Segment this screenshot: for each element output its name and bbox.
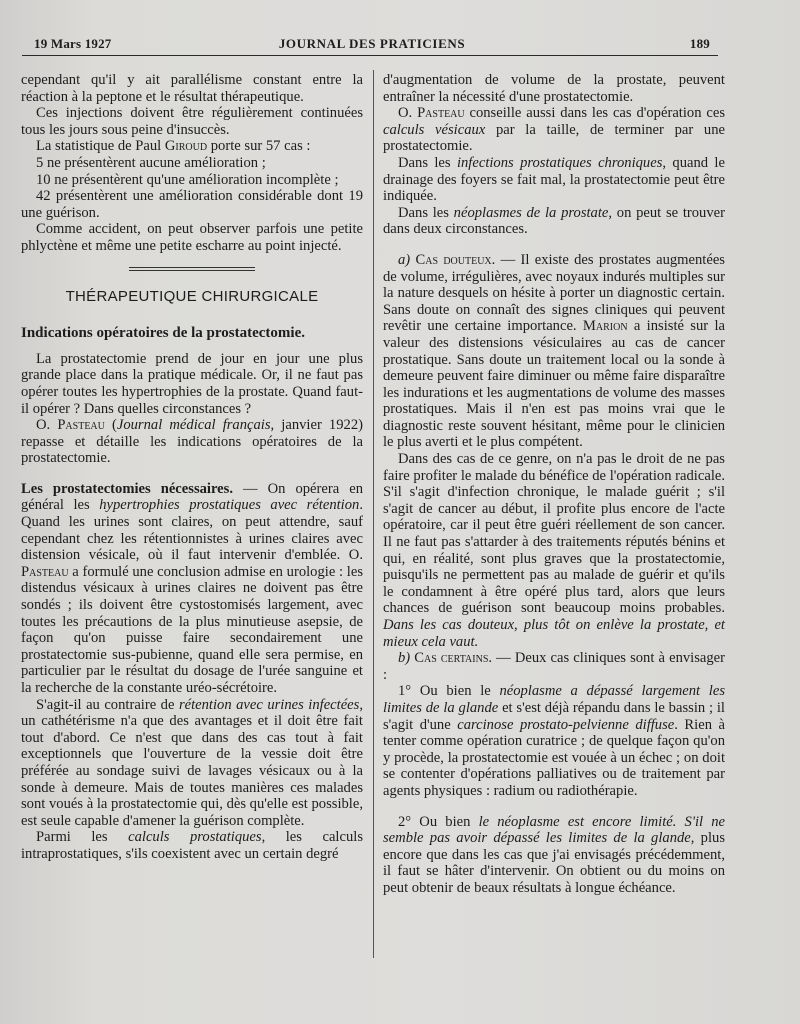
paragraph: 1° Ou bien le néoplasme a dépassé largement les limites de la glande et s'est déjà répandu dans le bassin ; il s'agit d'une carcinose prostato-pelvienne diffuse. Rien à tenter comme opération curatrice ; de quelque façon qu'on y procède, la prostatectomie est vouée à un échec ; on doit se contenter d'opérations palliatives ou de traitement par agents physiques : radium ou radiothérapie.: [383, 683, 725, 799]
paragraph-heading: Les prostatectomies nécessaires.: [21, 480, 233, 497]
paragraph: 2° Ou bien le néoplasme est encore limité. S'il ne semble pas avoir dépassé les limites de la glande, plus encore que dans les cas que j'ai envisagés précédemment, il faut se hâter d'intervenir. On obtient ou du moins on peut obtenir de beaux résultats à longue échéance.: [383, 813, 726, 896]
paragraph: O. Pasteau (Journal médical français, janvier 1922) repasse et détaille les indications opératoires de la prostatectomie.: [21, 417, 363, 467]
author-name: Pasteau: [21, 563, 69, 580]
right-column: [383, 72, 725, 897]
subheading: Indications opératoires de la prostatectomie.: [21, 325, 305, 342]
paragraph: Ces injections doivent être régulièrement continuées tous les jours sous peine d'insuccès.: [21, 105, 363, 138]
paragraph: Parmi les calculs prostatiques, les calculs intraprostatiques, s'ils coexistent avec un certain degré: [21, 829, 363, 862]
paragraph: O. Pasteau conseille aussi dans les cas d'opération ces calculs vésicaux par la taille, de terminer par une prostatectomie.: [383, 105, 725, 155]
paragraph: a) Cas douteux. — Il existe des prostates augmentées de volume, irrégulières, avec noyaux indurés multiples sur la nature desquels on hésite à porter un diagnostic certain. Sans doute on connaît des signes cliniques qui peuvent revêtir une certaine importance. Marion a insisté sur la valeur des distensions vésiculaires au cas de cancer prostatique. Sans doute un traitement local ou la sonde à demeure peuvent faire diminuer ou même faire disparaître les indurations et les augmentations de volume des masses prostatiques. Mais il n'en est pas moins vrai que le diagnostic reste souvent hésitant, même pour le clinicien le plus averti et le plus compétent.: [383, 251, 725, 451]
list-item: 5 ne présentèrent aucune amélioration ;: [36, 154, 266, 171]
header-rule: [22, 55, 718, 56]
paragraph: La statistique de Paul Giroud porte sur 57 cas :: [36, 138, 311, 155]
left-column: [21, 72, 363, 863]
author-name: Marion: [582, 318, 628, 335]
page-number: 189: [689, 36, 710, 51]
paragraph: Dans les infections prostatiques chroniques, quand le drainage des foyers se fait mal, la prostatectomie peut être indiquée.: [383, 154, 725, 205]
column-separator: [373, 70, 374, 958]
journal-citation: Journal médical français: [116, 417, 271, 434]
paragraph: b) Cas certains. — Deux cas cliniques sont à envisager :: [383, 650, 726, 683]
paragraph: Dans les néoplasmes de la prostate, on peut se trouver dans deux circonstances.: [383, 204, 725, 238]
page-header: [34, 36, 710, 54]
list-item: 10 ne présentèrent qu'une amélioration incomplète ;: [36, 171, 339, 188]
case-label: Cas certains: [414, 650, 489, 667]
section-title: THÉRAPEUTIQUE CHIRURGICALE: [65, 287, 319, 305]
header-date: 19 Mars 1927: [34, 36, 112, 51]
list-item: 42 présentèrent une amélioration considérable dont 19 une guérison.: [21, 188, 363, 221]
paragraph: d'augmentation de volume de la prostate, peuvent entraîner la nécessité d'une prostatectomie.: [383, 72, 725, 105]
paragraph: S'agit-il au contraire de rétention avec urines infectées, un cathétérisme n'a que des avantages et il doit être fait tout d'abord. Ce n'est que dans des cas tout à fait exceptionnels que l'ouverture de la vessie doit être préférée au sondage suivi de lavages vésicaux ou à la sonde à demeure. Mais de toutes manières ces malades sont voués à la prostatectomie qui, dès qu'elle est possible, est seule capable d'amener la guérison complète.: [21, 696, 363, 829]
case-label: Cas douteux: [415, 251, 492, 268]
paragraph: Comme accident, on peut observer parfois une petite phlyctène et même une petite escharre au point injecté.: [21, 221, 363, 254]
section-divider: [129, 267, 255, 271]
paragraph: La prostatectomie prend de jour en jour une plus grande place dans la pratique médicale. Or, il ne faut pas opérer toutes les hypertrophies de la prostate. Quand faut-il opérer ? Dans quelles circonstances ?: [21, 350, 363, 417]
paragraph: Dans des cas de ce genre, on n'a pas le droit de ne pas faire profiter le malade du bénéfice de l'opération radicale. S'il s'agit d'infection chronique, le malade guérit ; s'il s'agit de cancer au début, il profite plus encore de l'acte opératoire, car il peut être guéri réellement de son cancer. Il ne faut pas s'attarder à des traitements réputés bénins et qui, en réalité, sont plus graves que la prostatectomie, puisqu'ils ne permettent pas au malade de guérir et qu'ils le condamnent à être opéré plus tard, alors que leurs chances de guérison sont beaucoup moins probables. Dans les cas douteux, plus tôt on enlève la prostate, et mieux cela vaut.: [383, 451, 725, 650]
author-name: Pasteau: [417, 105, 465, 122]
paragraph: cependant qu'il y ait parallélisme constant entre la réaction à la peptone et le résultat thérapeutique.: [21, 72, 363, 105]
author-name: Giroud: [164, 138, 208, 155]
journal-title: JOURNAL DES PRATICIENS: [278, 36, 466, 51]
paragraph: Les prostatectomies nécessaires. — On opérera en général les hypertrophies prostatiques avec rétention. Quand les urines sont claires, on peut attendre, sauf cependant chez les rétentionnistes à urines claires avec distension vésicale, où il faut intervenir d'emblée. O. Pasteau a formulé une conclusion admise en urologie : les distendus vésicaux à urines claires ne doivent pas être sondés ; ils doivent être cystostomisés largement, avec toutes les précautions de la plus minutieuse asepsie, de façon qu'on puisse faire secondairement une prostatectomie sus-pubienne, quand elle sera permise, en particulier par le résultat du dosage de l'urée sanguine et la recherche de la constante uréo-sécrétoire.: [21, 480, 363, 696]
author-name: Pasteau: [57, 417, 105, 434]
